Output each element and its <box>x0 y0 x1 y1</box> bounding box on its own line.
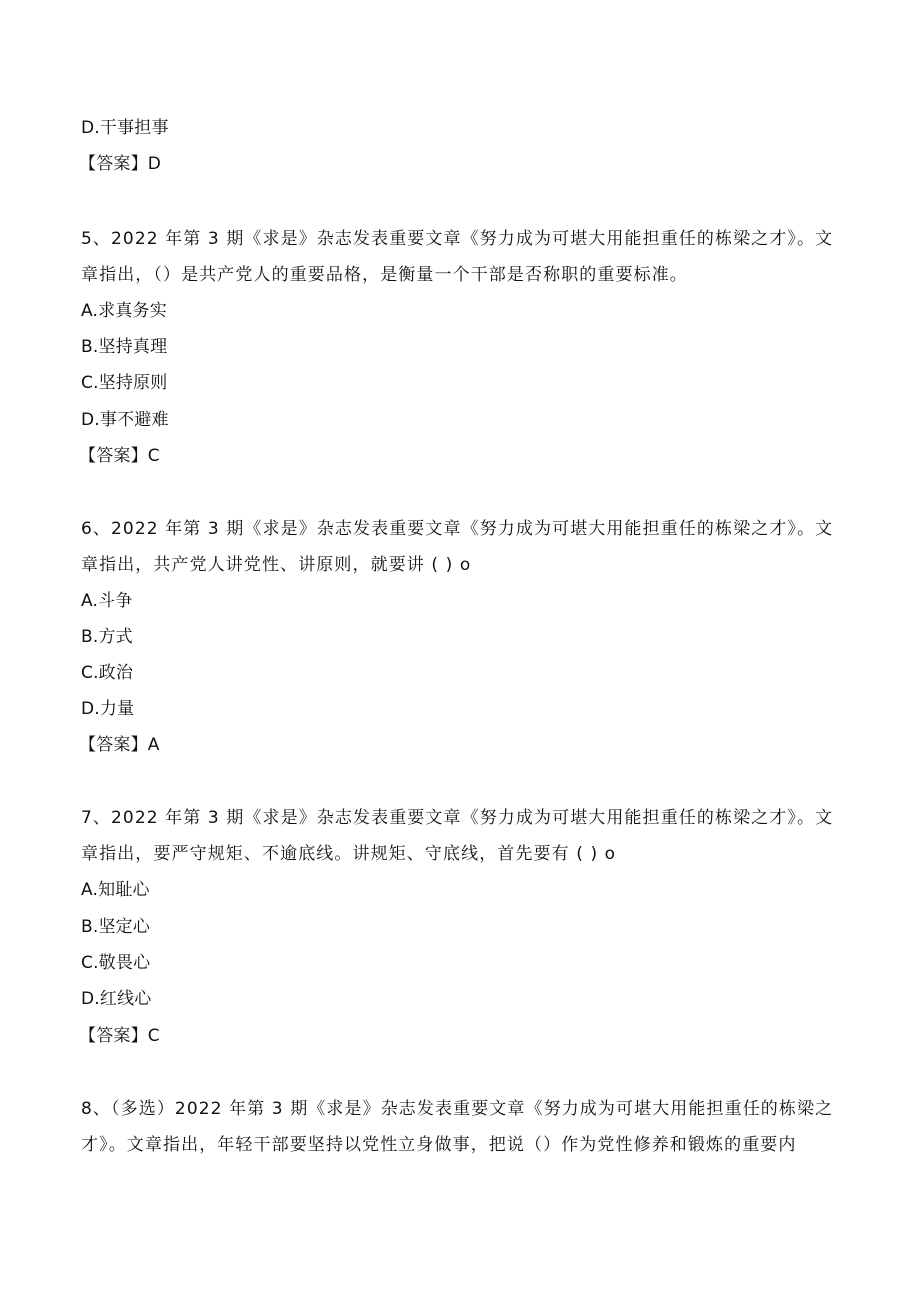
question-6-answer: 【答案】A <box>79 735 160 755</box>
question-8-stem-line1: 8、（多选）2022 年第 3 期《求是》杂志发表重要文章《努力成为可堪大用能担重任的栋梁之 <box>81 1099 834 1119</box>
question-6-stem-line2: 章指出，共产党人讲党性、讲原则，就要讲 ( ) o <box>81 555 472 575</box>
question-6-option-b: B.方式 <box>81 627 133 647</box>
prev-question-option-d: D.干事担事 <box>81 118 169 138</box>
question-7-option-d: D.红线心 <box>81 989 152 1009</box>
question-8-stem-line2: 才》。文章指出，年轻干部要坚持以党性立身做事，把说（）作为党性修养和锻炼的重要内 <box>81 1135 797 1155</box>
question-7-option-a: A.知耻心 <box>81 880 150 900</box>
question-5-option-a: A.求真务实 <box>81 301 167 321</box>
question-7-stem-line1: 7、2022 年第 3 期《求是》杂志发表重要文章《努力成为可堪大用能担重任的栋梁之才》。文 <box>81 808 834 828</box>
question-5-option-c: C.坚持原则 <box>81 373 168 393</box>
question-5-stem-line1: 5、2022 年第 3 期《求是》杂志发表重要文章《努力成为可堪大用能担重任的栋梁之才》。文 <box>81 229 834 249</box>
question-6-option-c: C.政治 <box>81 663 134 683</box>
prev-question-answer: 【答案】D <box>79 154 162 174</box>
question-7-option-c: C.敬畏心 <box>81 953 151 973</box>
question-5-answer: 【答案】C <box>79 446 160 466</box>
question-7-answer: 【答案】C <box>79 1026 160 1046</box>
question-7-stem-line2: 章指出，要严守规矩、不逾底线。讲规矩、守底线，首先要有 ( ) o <box>81 844 617 864</box>
question-6-option-d: D.力量 <box>81 699 135 719</box>
question-5-option-b: B.坚持真理 <box>81 337 168 357</box>
question-6-option-a: A.斗争 <box>81 591 133 611</box>
question-5-stem-line2: 章指出，（）是共产党人的重要品格，是衡量一个干部是否称职的重要标准。 <box>81 265 688 285</box>
question-6-stem-line1: 6、2022 年第 3 期《求是》杂志发表重要文章《努力成为可堪大用能担重任的栋梁之才》。文 <box>81 519 834 539</box>
question-5-option-d: D.事不避难 <box>81 410 169 430</box>
question-7-option-b: B.坚定心 <box>81 917 151 937</box>
